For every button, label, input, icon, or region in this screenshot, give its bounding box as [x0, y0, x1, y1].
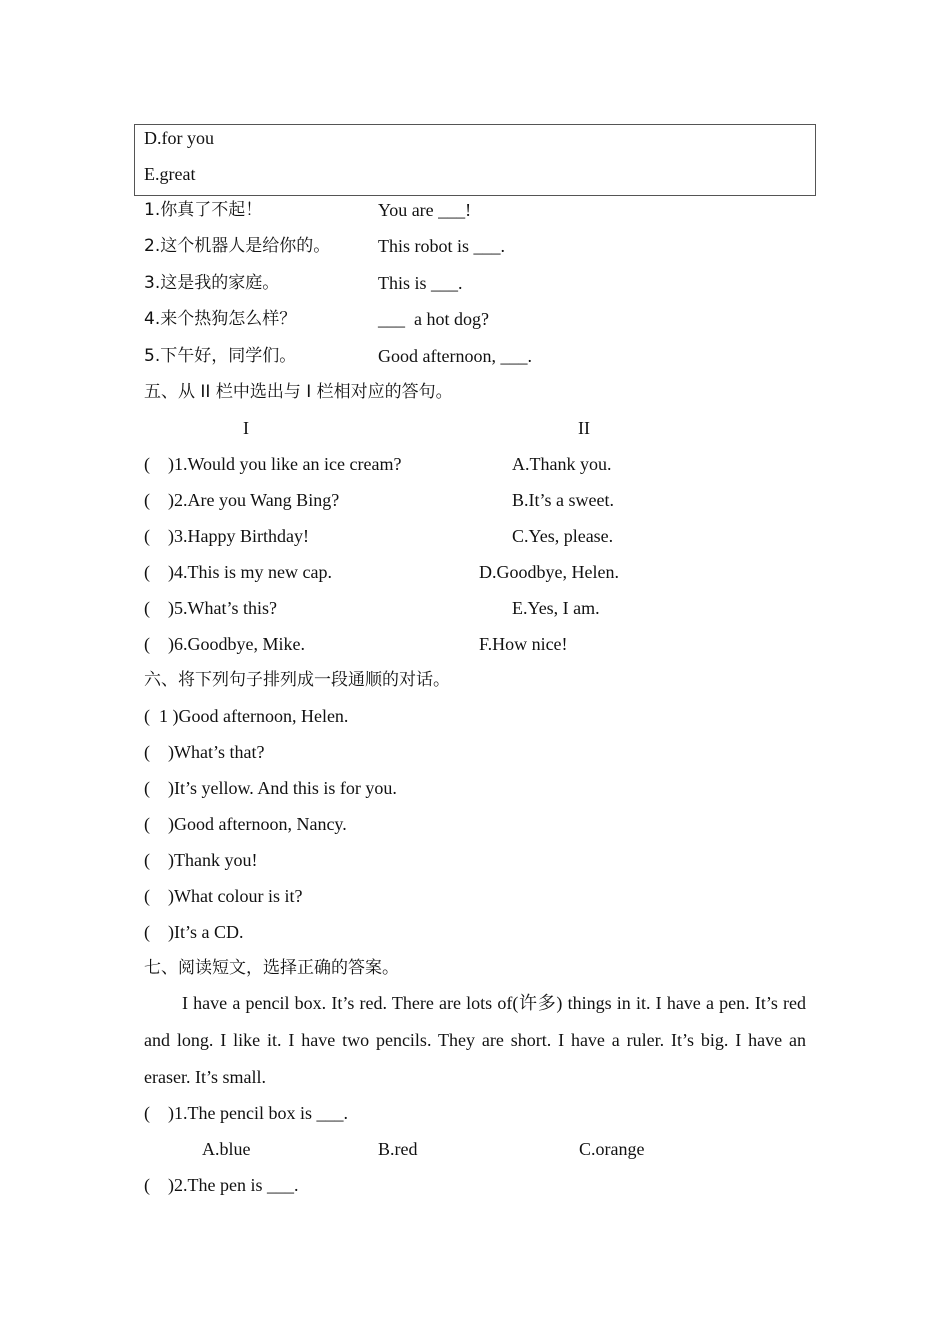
column-ii-header: II	[578, 418, 590, 438]
reading-option-b: B.red	[378, 1139, 418, 1159]
dialogue-line: ( )What’s that?	[144, 742, 265, 762]
match-answer-a: A.Thank you.	[512, 454, 612, 474]
reading-option-a: A.blue	[202, 1139, 251, 1159]
translation-en-4: ___ a hot dog?	[378, 309, 489, 329]
match-answer-b: B.It’s a sweet.	[512, 490, 614, 510]
translation-cn-5: 5.下午好，同学们。	[144, 346, 297, 366]
match-question-3: ( )3.Happy Birthday!	[144, 526, 309, 546]
dialogue-line: ( )It’s a CD.	[144, 922, 244, 942]
reading-option-c: C.orange	[579, 1139, 645, 1159]
match-question-6: ( )6.Goodbye, Mike.	[144, 634, 305, 654]
match-question-1: ( )1.Would you like an ice cream?	[144, 454, 402, 474]
translation-en-5: Good afternoon, ___.	[378, 346, 532, 366]
match-answer-e: E.Yes, I am.	[512, 598, 600, 618]
column-i-header: I	[243, 418, 249, 438]
reading-question-1: ( )1.The pencil box is ___.	[144, 1103, 348, 1123]
translation-cn-3: 3.这是我的家庭。	[144, 273, 280, 293]
translation-cn-4: 4.来个热狗怎么样？	[144, 309, 297, 329]
reading-question-2: ( )2.The pen is ___.	[144, 1175, 299, 1195]
dialogue-line: ( )Thank you!	[144, 850, 258, 870]
dialogue-line: ( )Good afternoon, Nancy.	[144, 814, 347, 834]
match-answer-c: C.Yes, please.	[512, 526, 614, 546]
dialogue-line: ( )It’s yellow. And this is for you.	[144, 778, 397, 798]
match-answer-d: D.Goodbye, Helen.	[479, 562, 619, 582]
dialogue-line: ( )What colour is it?	[144, 886, 303, 906]
dialogue-line: ( 1 )Good afternoon, Helen.	[144, 706, 349, 726]
word-bank-box	[134, 124, 816, 196]
translation-en-3: This is ___.	[378, 273, 463, 293]
translation-cn-2: 2.这个机器人是给你的。	[144, 236, 331, 256]
match-question-4: ( )4.This is my new cap.	[144, 562, 332, 582]
section-7-title: 七、阅读短文，选择正确的答案。	[144, 958, 399, 978]
match-answer-f: F.How nice!	[479, 634, 568, 654]
word-option-d: D.for you	[144, 128, 214, 148]
translation-en-1: You are ___!	[378, 200, 472, 220]
match-question-5: ( )5.What’s this?	[144, 598, 277, 618]
reading-passage	[144, 985, 806, 1096]
word-option-e: E.great	[144, 164, 196, 184]
reading-passage-text: I have a pencil box. It’s red. There are lots of(许多) things in it. I have a pen. It’s red and long. I like it. I have two pencils. They are short. I have a ruler. It’s big. I have an eraser. It’s small.	[144, 993, 806, 1087]
translation-en-2: This robot is ___.	[378, 236, 506, 256]
section-5-title: 五、从 II 栏中选出与 I 栏相对应的答句。	[144, 382, 453, 402]
translation-cn-1: 1.你真了不起！	[144, 200, 263, 220]
match-question-2: ( )2.Are you Wang Bing?	[144, 490, 340, 510]
section-6-title: 六、将下列句子排列成一段通顺的对话。	[144, 670, 450, 690]
